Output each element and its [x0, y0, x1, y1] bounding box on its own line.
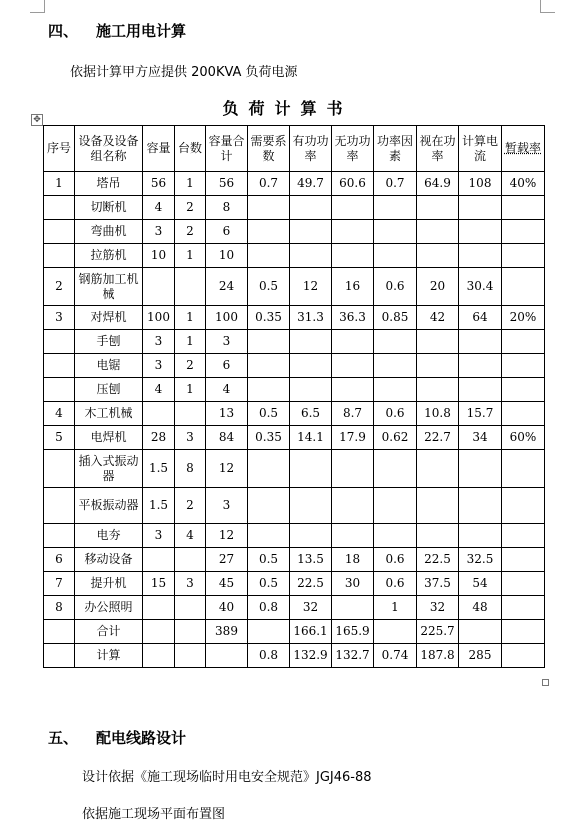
table-cell	[502, 572, 545, 596]
table-cell	[143, 644, 175, 668]
table-cell	[44, 330, 75, 354]
table-cell	[374, 354, 417, 378]
table-cell: 3	[143, 330, 175, 354]
table-cell: 1	[374, 596, 417, 620]
table-cell: 49.7	[290, 172, 332, 196]
table-cell: 15.7	[459, 402, 502, 426]
table-cell	[248, 330, 290, 354]
table-cell	[502, 244, 545, 268]
table-cell: 8	[206, 196, 248, 220]
table-row	[44, 620, 545, 644]
table-cell	[332, 524, 374, 548]
section-5-paragraph-1: 设计依据《施工现场临时用电安全规范》JGJ46-88	[82, 770, 372, 785]
table-cell	[332, 220, 374, 244]
table-row	[44, 450, 545, 488]
table-cell	[175, 548, 206, 572]
table-cell: 0.6	[374, 402, 417, 426]
load-calculation-table	[43, 125, 545, 668]
table-cell	[44, 378, 75, 402]
header-cell: 计算电流	[459, 126, 502, 172]
table-cell	[248, 378, 290, 402]
table-cell: 16	[332, 268, 374, 306]
table-cell	[290, 378, 332, 402]
table-row	[44, 330, 545, 354]
table-cell	[248, 620, 290, 644]
table-row	[44, 220, 545, 244]
table-cell	[374, 620, 417, 644]
table-cell	[44, 196, 75, 220]
table-cell: 34	[459, 426, 502, 450]
table-cell	[143, 596, 175, 620]
table-cell: 压刨	[75, 378, 143, 402]
table-cell	[502, 644, 545, 668]
table-cell	[459, 488, 502, 524]
table-cell	[290, 220, 332, 244]
table-cell: 64	[459, 306, 502, 330]
table-cell: 3	[175, 426, 206, 450]
table-cell: 12	[290, 268, 332, 306]
table-cell: 7	[44, 572, 75, 596]
table-cell: 40%	[502, 172, 545, 196]
table-cell	[248, 524, 290, 548]
table-cell: 84	[206, 426, 248, 450]
table-cell: 1.5	[143, 488, 175, 524]
table-cell	[459, 378, 502, 402]
table-cell	[290, 244, 332, 268]
page-corner-mark	[30, 0, 45, 13]
table-cell	[290, 488, 332, 524]
table-cell	[290, 354, 332, 378]
table-cell: 13	[206, 402, 248, 426]
table-cell: 42	[417, 306, 459, 330]
table-body	[44, 172, 545, 668]
table-cell: 6	[206, 354, 248, 378]
table-cell: 32.5	[459, 548, 502, 572]
table-cell: 1	[175, 378, 206, 402]
table-cell: 0.35	[248, 426, 290, 450]
table-cell	[374, 196, 417, 220]
section-5-title: 配电线路设计	[96, 729, 187, 747]
table-cell: 6.5	[290, 402, 332, 426]
table-cell: 32	[290, 596, 332, 620]
table-cell: 平板振动器	[75, 488, 143, 524]
table-cell	[417, 488, 459, 524]
table-cell: 5	[44, 426, 75, 450]
table-cell	[143, 402, 175, 426]
table-cell: 22.7	[417, 426, 459, 450]
header-cell: 需要系数	[248, 126, 290, 172]
header-cell: 序号	[44, 126, 75, 172]
table-cell	[502, 220, 545, 244]
table-cell: 4	[175, 524, 206, 548]
table-row	[44, 524, 545, 548]
table-cell	[44, 644, 75, 668]
table-row	[44, 488, 545, 524]
table-cell: 电夯	[75, 524, 143, 548]
table-cell: 8	[44, 596, 75, 620]
table-cell: 108	[459, 172, 502, 196]
table-cell: 187.8	[417, 644, 459, 668]
table-cell: 22.5	[290, 572, 332, 596]
table-cell	[332, 196, 374, 220]
table-cell: 18	[332, 548, 374, 572]
table-cell: 32	[417, 596, 459, 620]
table-cell: 132.9	[290, 644, 332, 668]
table-cell: 0.6	[374, 268, 417, 306]
table-cell	[374, 450, 417, 488]
header-cell: 暂载率	[502, 126, 545, 172]
table-cell: 12	[206, 450, 248, 488]
table-cell: 48	[459, 596, 502, 620]
section-5-heading	[48, 727, 186, 748]
table-cell: 0.5	[248, 572, 290, 596]
table-cell	[290, 450, 332, 488]
table-title: 负荷计算书	[222, 99, 353, 118]
table-cell: 30	[332, 572, 374, 596]
table-cell	[374, 378, 417, 402]
table-cell: 1	[175, 306, 206, 330]
table-cell: 0.35	[248, 306, 290, 330]
table-cell	[502, 620, 545, 644]
header-cell: 无功功率	[332, 126, 374, 172]
table-cell: 132.7	[332, 644, 374, 668]
table-cell: 3	[206, 330, 248, 354]
table-cell	[502, 378, 545, 402]
table-cell	[332, 330, 374, 354]
table-cell: 40	[206, 596, 248, 620]
table-cell	[459, 220, 502, 244]
table-cell	[143, 620, 175, 644]
table-cell: 54	[459, 572, 502, 596]
table-cell: 弯曲机	[75, 220, 143, 244]
table-cell: 166.1	[290, 620, 332, 644]
table-cell	[502, 548, 545, 572]
table-cell: 37.5	[417, 572, 459, 596]
table-cell: 0.5	[248, 402, 290, 426]
table-cell	[459, 620, 502, 644]
table-row	[44, 306, 545, 330]
table-cell	[502, 268, 545, 306]
table-cell: 15	[143, 572, 175, 596]
table-cell	[502, 488, 545, 524]
table-cell	[374, 244, 417, 268]
table-row	[44, 172, 545, 196]
table-cell	[44, 488, 75, 524]
table-cell: 4	[143, 378, 175, 402]
table-cell: 0.7	[374, 172, 417, 196]
table-cell: 225.7	[417, 620, 459, 644]
table-cell	[175, 596, 206, 620]
table-cell: 4	[206, 378, 248, 402]
table-cell: 10.8	[417, 402, 459, 426]
table-cell: 36.3	[332, 306, 374, 330]
table-cell: 2	[175, 354, 206, 378]
table-cell	[502, 596, 545, 620]
table-cell	[459, 244, 502, 268]
table-cell	[248, 488, 290, 524]
table-cell	[417, 330, 459, 354]
table-cell: 0.6	[374, 572, 417, 596]
table-cell: 1.5	[143, 450, 175, 488]
table-cell: 0.85	[374, 306, 417, 330]
table-cell	[459, 354, 502, 378]
table-cell: 20%	[502, 306, 545, 330]
table-cell	[332, 596, 374, 620]
table-cell: 389	[206, 620, 248, 644]
section-4-title: 施工用电计算	[96, 22, 187, 40]
table-cell	[417, 354, 459, 378]
table-cell	[502, 402, 545, 426]
table-cell: 0.7	[248, 172, 290, 196]
table-cell	[417, 378, 459, 402]
table-cell: 60%	[502, 426, 545, 450]
table-cell: 插入式振动器	[75, 450, 143, 488]
table-row	[44, 244, 545, 268]
table-cell	[459, 450, 502, 488]
table-cell: 计算	[75, 644, 143, 668]
header-cell: 容量合计	[206, 126, 248, 172]
table-cell: 27	[206, 548, 248, 572]
table-cell: 4	[44, 402, 75, 426]
table-cell	[248, 450, 290, 488]
table-row	[44, 596, 545, 620]
table-cell	[502, 330, 545, 354]
table-cell	[332, 244, 374, 268]
section-5-paragraph-2: 依据施工现场平面布置图	[82, 807, 226, 822]
table-cell	[459, 524, 502, 548]
table-cell	[332, 354, 374, 378]
table-move-handle-icon[interactable]: ✥	[31, 114, 43, 126]
table-cell: 165.9	[332, 620, 374, 644]
table-cell	[374, 488, 417, 524]
table-resize-handle[interactable]	[542, 679, 549, 686]
header-cell: 有功功率	[290, 126, 332, 172]
table-row	[44, 354, 545, 378]
section-4-number: 四、	[48, 22, 79, 40]
table-cell	[143, 268, 175, 306]
table-cell	[374, 330, 417, 354]
section-4-paragraph: 依据计算甲方应提供 200KVA 负荷电源	[70, 65, 298, 80]
table-cell: 木工机械	[75, 402, 143, 426]
table-cell: 10	[143, 244, 175, 268]
table-cell: 合计	[75, 620, 143, 644]
table-cell	[248, 220, 290, 244]
table-cell	[459, 196, 502, 220]
table-cell: 0.62	[374, 426, 417, 450]
table-cell: 2	[44, 268, 75, 306]
table-cell: 0.5	[248, 548, 290, 572]
table-cell	[459, 330, 502, 354]
table-cell: 3	[44, 306, 75, 330]
table-cell: 30.4	[459, 268, 502, 306]
section-5-number: 五、	[48, 729, 79, 747]
table-cell: 手刨	[75, 330, 143, 354]
table-cell	[44, 244, 75, 268]
table-cell: 6	[44, 548, 75, 572]
table-cell	[332, 488, 374, 524]
table-cell: 56	[143, 172, 175, 196]
table-cell: 1	[175, 330, 206, 354]
table-cell	[206, 644, 248, 668]
header-cell: 容量	[143, 126, 175, 172]
table-row	[44, 572, 545, 596]
table-cell: 0.74	[374, 644, 417, 668]
table-cell	[175, 620, 206, 644]
header-cell: 功率因素	[374, 126, 417, 172]
table-cell: 2	[175, 196, 206, 220]
table-cell	[44, 354, 75, 378]
table-cell	[44, 620, 75, 644]
table-cell: 办公照明	[75, 596, 143, 620]
table-cell: 20	[417, 268, 459, 306]
table-cell: 2	[175, 220, 206, 244]
table-cell: 切断机	[75, 196, 143, 220]
table-cell	[417, 244, 459, 268]
section-4-heading	[48, 20, 186, 41]
table-cell	[290, 330, 332, 354]
table-cell: 8.7	[332, 402, 374, 426]
table-cell: 10	[206, 244, 248, 268]
table-cell: 塔吊	[75, 172, 143, 196]
table-cell: 3	[143, 524, 175, 548]
table-cell: 1	[44, 172, 75, 196]
table-cell	[502, 196, 545, 220]
table-cell	[44, 220, 75, 244]
table-cell: 24	[206, 268, 248, 306]
table-cell: 17.9	[332, 426, 374, 450]
table-cell	[143, 548, 175, 572]
table-cell: 60.6	[332, 172, 374, 196]
table-cell: 22.5	[417, 548, 459, 572]
table-cell: 0.8	[248, 644, 290, 668]
table-cell: 0.8	[248, 596, 290, 620]
table-cell	[417, 196, 459, 220]
table-cell: 对焊机	[75, 306, 143, 330]
header-cell: 设备及设备组名称	[75, 126, 143, 172]
table-cell	[502, 524, 545, 548]
table-cell	[417, 524, 459, 548]
table-row	[44, 644, 545, 668]
table-cell: 28	[143, 426, 175, 450]
table-row	[44, 548, 545, 572]
table-cell: 电锯	[75, 354, 143, 378]
table-cell: 8	[175, 450, 206, 488]
table-row	[44, 268, 545, 306]
table-cell	[502, 354, 545, 378]
table-cell: 64.9	[417, 172, 459, 196]
table-cell: 14.1	[290, 426, 332, 450]
table-row	[44, 402, 545, 426]
table-cell	[248, 244, 290, 268]
table-cell	[502, 450, 545, 488]
table-cell	[374, 524, 417, 548]
table-cell: 100	[143, 306, 175, 330]
header-cell: 台数	[175, 126, 206, 172]
page-corner-mark	[540, 0, 555, 13]
table-cell: 31.3	[290, 306, 332, 330]
table-cell	[417, 450, 459, 488]
table-cell: 100	[206, 306, 248, 330]
table-cell: 2	[175, 488, 206, 524]
table-cell	[248, 354, 290, 378]
table-cell: 3	[143, 220, 175, 244]
table-cell: 12	[206, 524, 248, 548]
table-cell	[290, 524, 332, 548]
table-cell: 3	[143, 354, 175, 378]
table-cell: 1	[175, 172, 206, 196]
table-cell	[417, 220, 459, 244]
table-row	[44, 426, 545, 450]
table-cell: 提升机	[75, 572, 143, 596]
table-cell	[175, 402, 206, 426]
table-cell: 0.6	[374, 548, 417, 572]
table-cell	[44, 450, 75, 488]
table-cell: 56	[206, 172, 248, 196]
table-cell	[175, 644, 206, 668]
table-cell: 6	[206, 220, 248, 244]
table-cell: 13.5	[290, 548, 332, 572]
table-cell: 移动设备	[75, 548, 143, 572]
table-cell: 1	[175, 244, 206, 268]
table-cell: 钢筋加工机械	[75, 268, 143, 306]
table-cell	[44, 524, 75, 548]
table-cell: 拉筋机	[75, 244, 143, 268]
table-cell	[332, 450, 374, 488]
table-cell	[332, 378, 374, 402]
table-cell	[374, 220, 417, 244]
table-cell: 3	[206, 488, 248, 524]
table-cell: 45	[206, 572, 248, 596]
table-row	[44, 378, 545, 402]
table-cell	[175, 268, 206, 306]
table-cell: 电焊机	[75, 426, 143, 450]
table-cell	[248, 196, 290, 220]
table-cell: 4	[143, 196, 175, 220]
table-header-row	[44, 126, 545, 172]
table-cell: 3	[175, 572, 206, 596]
table-cell	[290, 196, 332, 220]
table-cell: 285	[459, 644, 502, 668]
table-cell: 0.5	[248, 268, 290, 306]
table-row	[44, 196, 545, 220]
header-cell: 视在功率	[417, 126, 459, 172]
